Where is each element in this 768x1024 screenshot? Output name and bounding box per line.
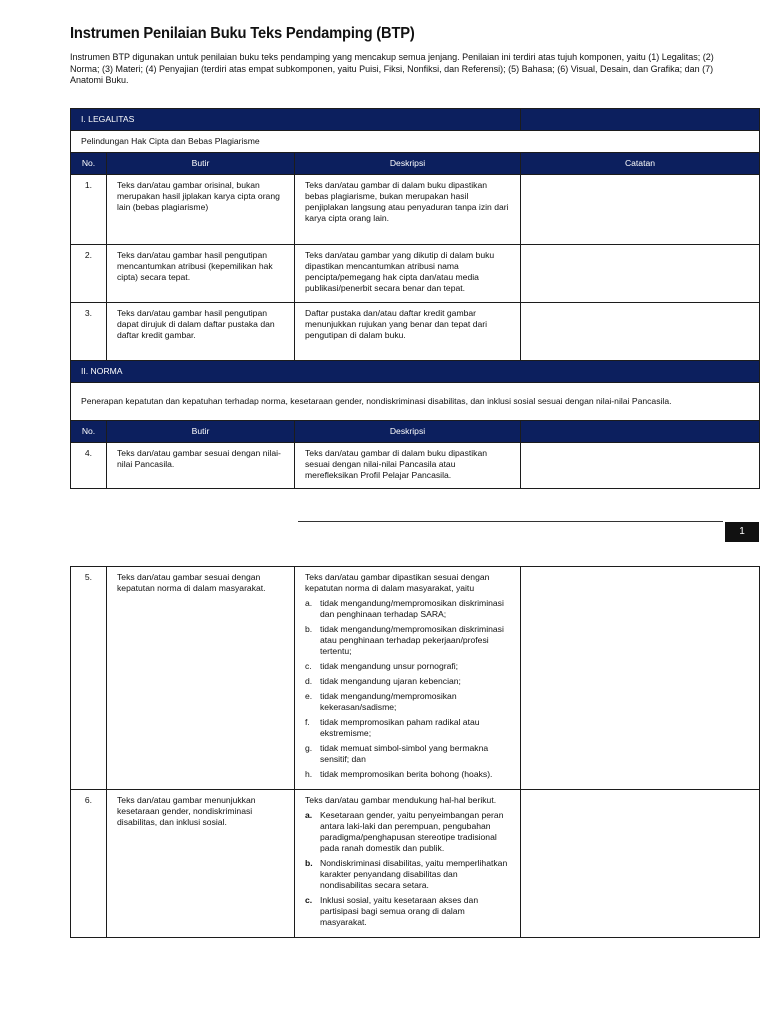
- column-header-row: [71, 153, 760, 175]
- row-butir: Teks dan/atau gambar hasil pengutipan dapat dirujuk di dalam daftar pustaka dan daftar kredit gambar.: [107, 303, 295, 361]
- row-butir: Teks dan/atau gambar sesuai dengan nilai-nilai Pancasila.: [107, 443, 295, 489]
- footer-divider: [298, 521, 723, 522]
- section-title: I. LEGALITAS: [71, 109, 521, 131]
- row-deskripsi: [295, 790, 521, 938]
- table-row: [71, 303, 760, 361]
- list-marker: h.: [305, 769, 313, 779]
- row-catatan[interactable]: [521, 245, 760, 303]
- deskripsi-intro: Teks dan/atau gambar mendukung hal-hal berikut.: [305, 795, 497, 805]
- intro-paragraph: Instrumen BTP digunakan untuk penilaian buku teks pendamping yang mencakup semua jenjang. Penilaian ini terdiri atas tujuh komponen, yaitu (1) Legalitas; (2) Norma; (3) Materi; (4) Penyajian (terdiri atas empat subkomponen, yaitu Puisi, Fiksi, Nonfiksi, dan Referensi); (5) Bahasa; (6) Visual, Desain, dan Grafika; dan (7) Anatomi Buku.: [70, 52, 714, 85]
- list-marker: a.: [305, 598, 313, 608]
- row-catatan[interactable]: [521, 303, 760, 361]
- list-item: [305, 858, 510, 891]
- list-item: [305, 691, 510, 713]
- column-header-no: No.: [71, 153, 107, 175]
- column-header-butir: Butir: [107, 153, 295, 175]
- list-item: [305, 895, 510, 928]
- criteria-list: [305, 598, 510, 780]
- list-marker: b.: [305, 624, 313, 634]
- list-item-text: tidak mempromosikan berita bohong (hoaks).: [320, 769, 493, 779]
- subsection-title: Pelindungan Hak Cipta dan Bebas Plagiarisme: [71, 131, 760, 153]
- table-row: [71, 790, 760, 938]
- row-number: 6.: [71, 790, 107, 938]
- table-row: [71, 245, 760, 303]
- list-marker: c.: [305, 661, 312, 671]
- row-catatan[interactable]: [521, 567, 760, 790]
- list-item-text: tidak mempromosikan paham radikal atau ekstremisme;: [320, 717, 480, 738]
- subsection-norma: [71, 383, 760, 421]
- list-marker: f.: [305, 717, 310, 727]
- subsection-title: Penerapan kepatutan dan kepatuhan terhadap norma, kesetaraan gender, nondiskriminasi disabilitas, dan inklusi sosial sesuai dengan nilai-nilai Pancasila.: [71, 383, 760, 421]
- list-item-text: tidak mengandung/mempromosikan diskriminasi atau penghinaan terhadap pekerjaan/profesi tertentu;: [320, 624, 504, 656]
- list-item: [305, 661, 510, 672]
- list-item-text: tidak mengandung/mempromosikan diskriminasi dan penghinaan terhadap SARA;: [320, 598, 504, 619]
- section-header-norma: [71, 361, 760, 383]
- list-item: [305, 810, 510, 854]
- list-marker: e.: [305, 691, 313, 701]
- row-number: 4.: [71, 443, 107, 489]
- row-deskripsi: Teks dan/atau gambar di dalam buku dipastikan sesuai dengan nilai-nilai Pancasila atau merefleksikan Profil Pelajar Pancasila.: [295, 443, 521, 489]
- list-item-text: tidak mengandung/mempromosikan kekerasan/sadisme;: [320, 691, 457, 712]
- row-butir: Teks dan/atau gambar sesuai dengan kepatutan norma di dalam masyarakat.: [107, 567, 295, 790]
- list-marker: c.: [305, 895, 313, 905]
- row-deskripsi: [295, 567, 521, 790]
- row-number: 3.: [71, 303, 107, 361]
- list-marker: a.: [305, 810, 313, 820]
- column-header-butir: Butir: [107, 421, 295, 443]
- list-marker: b.: [305, 858, 313, 868]
- row-deskripsi: Teks dan/atau gambar di dalam buku dipastikan bebas plagiarisme, bukan merupakan hasil penjiplakan langsung atau penyaduran tanpa izin dari karya cipta orang lain.: [295, 175, 521, 245]
- deskripsi-intro: Teks dan/atau gambar dipastikan sesuai dengan kepatutan norma di dalam masyarakat, yaitu: [305, 572, 490, 593]
- list-item: [305, 624, 510, 657]
- column-header-deskripsi: Deskripsi: [295, 421, 521, 443]
- row-butir: Teks dan/atau gambar menunjukkan kesetaraan gender, nondiskriminasi disabilitas, dan inklusi sosial.: [107, 790, 295, 938]
- list-item: [305, 598, 510, 620]
- row-deskripsi: Daftar pustaka dan/atau daftar kredit gambar menunjukkan rujukan yang benar dan tepat dari pengutipan di dalam buku.: [295, 303, 521, 361]
- list-item-text: tidak mengandung unsur pornografi;: [320, 661, 459, 671]
- criteria-list: [305, 810, 510, 928]
- list-item: [305, 743, 510, 765]
- column-header-no: No.: [71, 421, 107, 443]
- assessment-table-page-1: [70, 108, 760, 489]
- column-header-row: [71, 421, 760, 443]
- row-number: 1.: [71, 175, 107, 245]
- section-header-legalitas: [71, 109, 760, 131]
- row-number: 5.: [71, 567, 107, 790]
- list-item-text: Kesetaraan gender, yaitu penyeimbangan peran antara laki-laki dan perempuan, pengubahan paradigma/penghapusan stereotipe tradisional pada ranah domestik dan publik.: [320, 810, 504, 853]
- list-item-text: tidak mengandung ujaran kebencian;: [320, 676, 461, 686]
- list-item-text: tidak memuat simbol-simbol yang bermakna sensitif; dan: [320, 743, 489, 764]
- column-header-catatan: Catatan: [521, 153, 760, 175]
- row-catatan[interactable]: [521, 790, 760, 938]
- row-butir: Teks dan/atau gambar hasil pengutipan mencantumkan atribusi (kepemilikan hak cipta) secara tepat.: [107, 245, 295, 303]
- table-row: [71, 443, 760, 489]
- row-catatan[interactable]: [521, 443, 760, 489]
- section-title: II. NORMA: [71, 361, 760, 383]
- row-catatan[interactable]: [521, 175, 760, 245]
- table-row: [71, 567, 760, 790]
- list-item: [305, 717, 510, 739]
- list-item: [305, 769, 510, 780]
- column-header-deskripsi: Deskripsi: [295, 153, 521, 175]
- list-item-text: Nondiskriminasi disabilitas, yaitu memperlihatkan karakter penyandang disabilitas dan nondisabilitas secara setara.: [320, 858, 508, 890]
- row-deskripsi: Teks dan/atau gambar yang dikutip di dalam buku dipastikan mencantumkan atribusi nama pencipta/pemegang hak cipta dan/atau media publikasi/penerbit secara benar dan tepat.: [295, 245, 521, 303]
- list-marker: d.: [305, 676, 313, 686]
- list-item: [305, 676, 510, 687]
- assessment-table-page-2: [70, 566, 760, 938]
- list-marker: g.: [305, 743, 313, 753]
- row-number: 2.: [71, 245, 107, 303]
- subsection-legalitas: [71, 131, 760, 153]
- list-item-text: Inklusi sosial, yaitu kesetaraan akses dan partisipasi bagi semua orang di dalam masyarakat.: [320, 895, 479, 927]
- page-number: 1: [725, 522, 759, 542]
- table-row: [71, 175, 760, 245]
- row-butir: Teks dan/atau gambar orisinal, bukan merupakan hasil jiplakan karya cipta orang lain (bebas plagiarisme): [107, 175, 295, 245]
- page-title: Instrumen Penilaian Buku Teks Pendamping (BTP): [70, 25, 415, 42]
